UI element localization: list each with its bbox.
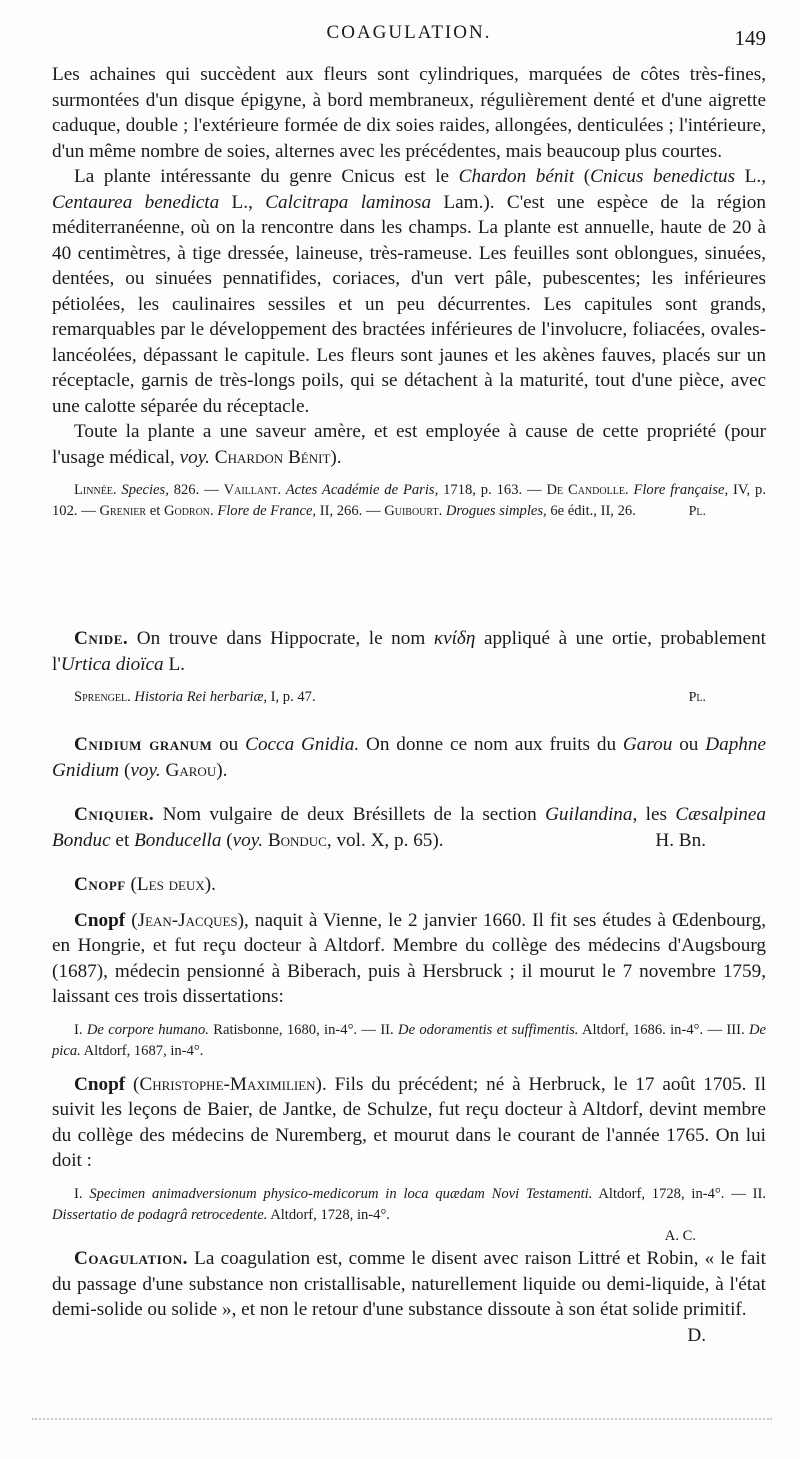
author-signature: Pl.	[688, 504, 706, 519]
cross-reference: Garou	[160, 759, 217, 781]
article-cnide	[52, 626, 766, 708]
article-cniquier	[52, 802, 766, 853]
author-signature: D.	[687, 1324, 706, 1346]
bibliography-cnopf-christophe: I. Specimen animadversionum physico-medicorum in loca quædam Novi Testamenti. Altdorf, 1728, in-4°. — II. Dissertatio de podagrâ retrocedente. Altdorf, 1728, in-4°.	[52, 1185, 766, 1223]
entry-cnopf-christophe: Cnopf (Christophe-Maximilien). Fils du précédent; né à Herbruck, le 17 août 1705. Il suivit les leçons de Baier, de Jantke, de Schulze, fut reçu docteur à Altdorf, devint membre du collège des médecins de Nuremberg, et mourut dans le courant de l'année 1765. On lui doit :	[52, 1073, 766, 1171]
cross-reference: Bonduc	[263, 829, 327, 851]
entry-headword: Cniquier.	[74, 804, 155, 825]
article-cnopf	[52, 872, 766, 1246]
entry-cnopf-heading: Cnopf (Les deux).	[74, 874, 216, 895]
author-signature: H. Bn.	[655, 829, 706, 851]
page-header	[52, 22, 766, 56]
entry-cnopf-jean-jacques: Cnopf (Jean-Jacques), naquit à Vienne, le 2 janvier 1660. Il fit ses études à Œdenbourg, en Hongrie, et fut reçu docteur à Altdorf. Membre du collège des médecins d'Augsbourg (1687), médecin pensionné à Biberach, puis à Hersbruck ; il mourut le 7 novembre 1759, laissant ces trois dissertations:	[52, 909, 766, 1007]
entry-cnidium: Cnidium granum ou Cocca Gnidia. On donne ce nom aux fruits du Garou ou Daphne Gnidium (voy. Garou).	[52, 734, 766, 781]
taxon-name: Centaurea benedicta	[52, 191, 220, 213]
entry-coagulation: Coagulation. La coagulation est, comme le disent avec raison Littré et Robin, « le fait du passage d'une substance non cristallisable, naturellement liquide ou demi-liquide, à l'état demi-solide ou solide », et non le retour d'une substance dissoute à son état solide primitif. D.	[52, 1246, 766, 1323]
document-page	[52, 0, 766, 1459]
entry-headword: Cnopf	[74, 909, 126, 931]
entry-headword: Cnopf	[74, 1073, 126, 1095]
bibliography-cnicus: Linnée. Species, 826. — Vaillant. Actes Académie de Paris, 1718, p. 163. — De Candolle. Flore française, IV, p. 102. — Grenier et Godron. Flore de France, II, 266. — Guibourt. Drogues simples, 6e édit., II, 26. Pl.	[52, 480, 766, 522]
author-signature: Pl.	[688, 690, 706, 705]
bibliography-cnide: Sprengel. Historia Rei herbariæ, I, p. 47. Pl.	[52, 687, 766, 708]
bibliography-cnopf-jean-jacques: I. De corpore humano. Ratisbonne, 1680, in-4°. — II. De odoramentis et suffimentis. Altdorf, 1686. in-4°. — III. De pica. Altdorf, 1687, in-4°.	[52, 1021, 766, 1059]
footer-rule	[32, 1418, 772, 1422]
author-signature: A. C.	[664, 1227, 696, 1244]
running-title: COAGULATION.	[326, 22, 492, 43]
taxon-name: Chardon bénit	[458, 166, 575, 187]
article-cnidium	[52, 732, 766, 783]
entry-headword: Coagulation.	[74, 1248, 188, 1269]
paragraph-saveur: Toute la plante a une saveur amère, et est employée à cause de cette propriété (pour l'usage médical, voy. Chardon Bénit).	[52, 421, 766, 468]
page-number: 149	[734, 26, 766, 50]
taxon-name: Cnicus benedictus	[590, 166, 736, 187]
taxon-name: Calcitrapa laminosa	[265, 191, 432, 213]
entry-headword: Cnopf	[74, 874, 126, 895]
article-coagulation	[52, 1246, 766, 1348]
entry-headword: Cnidium granum	[74, 734, 213, 755]
entry-cnide: Cnide. On trouve dans Hippocrate, le nom κνίδη appliqué à une ortie, probablement l'Urtica dioïca L.	[52, 628, 766, 675]
cross-reference: Chardon Bénit	[209, 446, 331, 468]
entry-cniquier: Cniquier. Nom vulgaire de deux Brésillets de la section Guilandina, les Cæsalpinea Bonduc et Bonducella (voy. Bonduc, vol. X, p. 65). H. Bn.	[52, 802, 766, 853]
article-cnicus-continued	[52, 62, 766, 522]
paragraph-chardon-benit: La plante intéressante du genre Cnicus est le Chardon bénit (Cnicus benedictus L., Centaurea benedicta L., Calcitrapa laminosa Lam.). C'est une espèce de la région méditerranéenne, où on la rencontre dans les champs. La plante est annuelle, haute de 20 à 40 centimètres, à tige dressée, laineuse, très-rameuse. Les feuilles sont oblongues, sinuées, dentées, ou sinuées pennatifides, coriaces, d'un vert pâle, pubescentes; les inférieures pétiolées, les caulinaires sessiles et un peu décurrentes. Les capitules sont grands, remarquables par le développement des bractées inférieures de l'involucre, foliacées, ovales-lancéolées, dépassant le capitule. Les fleurs sont jaunes et les akènes fauves, placés sur un réceptacle, garnis de très-longs poils, qui se détachent à la maturité, tout d'une pièce, avec une calotte séparée du réceptacle.	[52, 166, 766, 417]
paragraph-achaines: Les achaines qui succèdent aux fleurs sont cylindriques, marquées de côtes très-fines, surmontées d'un disque épigyne, à bord membraneux, régulièrement denté et d'une aigrette caduque, double ; l'extérieure formée de dix soies raides, allongées, denticulées ; l'intérieure, d'un même nombre de soies, alternes avec les précédentes, mais beaucoup plus courtes.	[52, 64, 766, 162]
greek-word: κνίδη	[433, 628, 476, 649]
entry-headword: Cnide.	[74, 628, 129, 649]
